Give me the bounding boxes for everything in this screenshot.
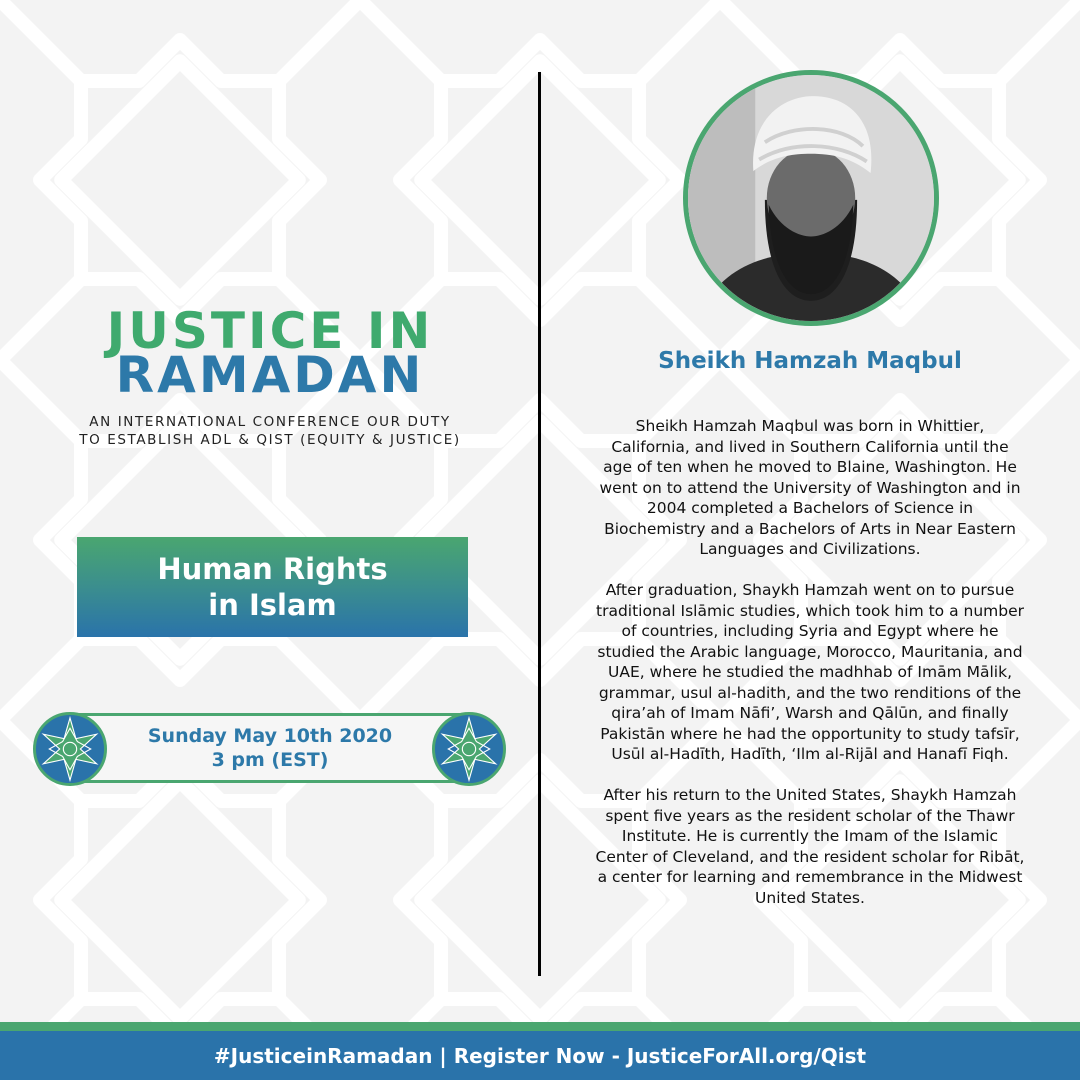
footer-text: #JusticeinRamadan | Register Now - JusticeForAll.org/Qist [213, 1043, 867, 1068]
event-time: 3 pm (EST) [211, 749, 329, 771]
bio-paragraph: Sheikh Hamzah Maqbul was born in Whittier, California, and lived in Southern California until the age of ten when he moved to Blaine, Washington. He went on to attend the University of Washington and in 2004 completed a Bachelors of Science in Biochemistry and a Bachelors of Arts in Near Eastern Languages and Civilizations. [599, 417, 1021, 558]
topic-line2: in Islam [208, 588, 337, 622]
schedule-band [68, 713, 472, 783]
topic-line1: Human Rights [157, 552, 388, 586]
speaker-photo [683, 70, 939, 326]
event-title-line2: RAMADAN [115, 346, 425, 404]
bio-paragraph: After his return to the United States, Shaykh Hamzah spent five years as the resident scholar of the Thawr Institute. He is currently the Imam of the Islamic Center of Cleveland, and the resident scholar for Ribāt, a center for learning and remembrance in the Midwest United States. [595, 786, 1025, 907]
footer-bar [0, 1031, 1080, 1080]
bio-paragraph: After graduation, Shaykh Hamzah went on to pursue traditional Islāmic studies, which took him to a number of countries, including Syria and Egypt where he studied the Arabic language, Morocco, Mauritania, and UAE, where he studied the madhhab of Imām Mālik, grammar, usul al-hadith, and the two renditions of the qira’ah of Imam Nāfi’, Warsh and Qālūn, and finally Pakistān where he had the opportunity to study tafsīr, Usūl al-Hadīth, Hadīth, ‘Ilm al-Rijāl and Hanafī Fiqh. [596, 581, 1024, 763]
column-divider [538, 72, 541, 976]
rosette-icon [33, 712, 107, 786]
event-date: Sunday May 10th 2020 [147, 725, 393, 747]
speaker-portrait-image [688, 75, 934, 321]
event-title-line1: JUSTICE IN [106, 302, 434, 360]
event-subtitle-line1: AN INTERNATIONAL CONFERENCE OUR DUTY [89, 414, 451, 430]
speaker-bio [595, 416, 1025, 929]
topic-box [77, 537, 468, 637]
footer-accent-bar [0, 1022, 1080, 1031]
rosette-icon [432, 712, 506, 786]
event-subtitle-line2: TO ESTABLISH ADL & QIST (EQUITY & JUSTICE) [79, 432, 461, 448]
speaker-name: Sheikh Hamzah Maqbul [658, 348, 962, 374]
event-subtitle [40, 413, 500, 449]
